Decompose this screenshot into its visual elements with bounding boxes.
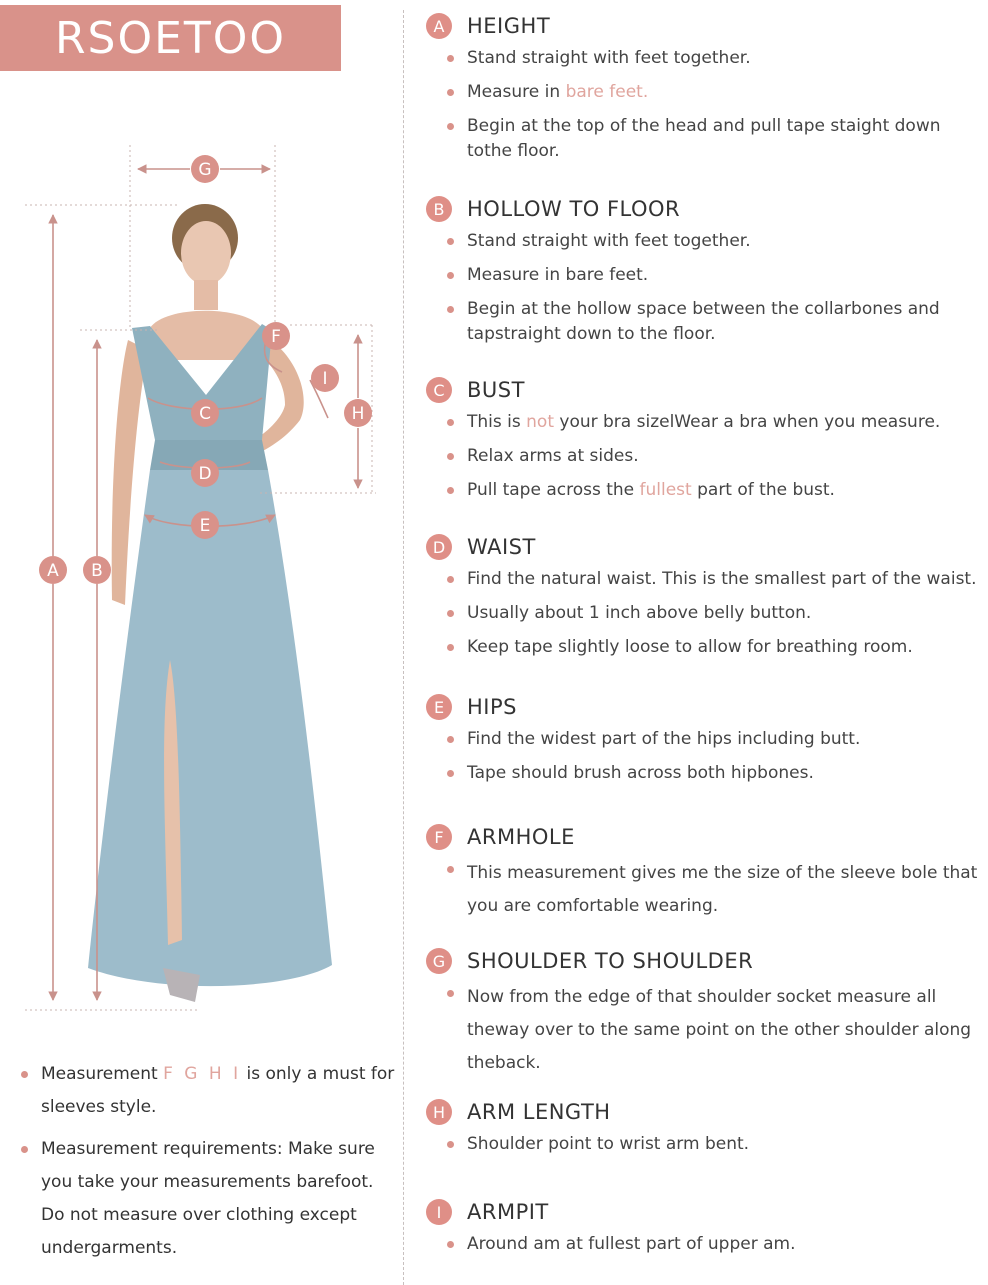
badge-g [191,155,219,183]
svg-text:F: F [271,327,281,347]
list-item: Measure in bare feet. [426,80,988,105]
badge-icon: I [426,1199,452,1225]
svg-text:D: D [198,464,212,484]
badge-i [311,364,339,392]
badge-b [83,556,111,584]
note-requirements: Measurement requirements: Make sure you take your measurements barefoot. Do not measure over clothing except undergarments. [18,1133,398,1265]
badge-a [39,556,67,584]
column-divider [403,10,404,1285]
badge-icon: C [426,377,452,403]
svg-text:B: B [91,561,103,581]
list-item: Keep tape slightly loose to allow for breathing room. [426,635,988,660]
model-figure [88,204,332,1002]
badge-icon: B [426,196,452,222]
accent-fghi: F G H I [163,1064,242,1084]
list-item: Begin at the hollow space between the collarbones and tapstraight down to the floor. [426,297,988,347]
list-item: Relax arms at sides. [426,444,988,469]
note-sleeves: Measurement F G H I is only a must for sleeves style. [18,1058,398,1124]
measurement-diagram [0,140,400,1020]
section-armhole [426,823,988,923]
left-notes [18,1058,398,1274]
list-item: This is not your bra sizelWear a bra when you measure. [426,410,988,435]
section-armpit [426,1198,988,1266]
section-title: ARM LENGTH [467,1100,611,1124]
section-hips [426,693,988,795]
section-title: ARMPIT [467,1200,549,1224]
list-item: Begin at the top of the head and pull tape staight down tothe floor. [426,114,988,164]
brand-logo [0,5,341,71]
section-height [426,12,988,173]
svg-text:H: H [351,404,365,424]
list-item: Stand straight with feet together. [426,46,988,71]
section-title: HOLLOW TO FLOOR [467,197,681,221]
badge-icon: E [426,694,452,720]
section-title: BUST [467,378,525,402]
svg-text:E: E [199,516,211,536]
badge-icon: G [426,948,452,974]
svg-text:I: I [322,369,328,389]
badge-d [191,459,219,487]
list-item: Now from the edge of that shoulder socket measure all theway over to the same point on the other shoulder along theback. [426,981,988,1080]
list-item: This measurement gives me the size of the sleeve bole that you are comfortable wearing. [426,857,988,923]
list-item: Usually about 1 inch above belly button. [426,601,988,626]
badge-icon: F [426,824,452,850]
section-arm-length [426,1098,988,1166]
badge-icon: D [426,534,452,560]
svg-text:C: C [199,404,211,424]
section-bust [426,376,988,512]
section-waist [426,533,988,669]
list-item: Find the natural waist. This is the smallest part of the waist. [426,567,988,592]
badge-icon: H [426,1099,452,1125]
badge-e [191,511,219,539]
badge-icon: A [426,13,452,39]
list-item: Pull tape across the fullest part of the bust. [426,478,988,503]
list-item: Find the widest part of the hips including butt. [426,727,988,752]
list-item: Tape should brush across both hipbones. [426,761,988,786]
svg-text:A: A [47,561,59,581]
badge-f [262,322,290,350]
svg-text:G: G [198,160,212,180]
section-title: HIPS [467,695,517,719]
list-item: Shoulder point to wrist arm bent. [426,1132,988,1157]
list-item: Measure in bare feet. [426,263,988,288]
section-title: WAIST [467,535,536,559]
list-item: Stand straight with feet together. [426,229,988,254]
section-shoulder-to-shoulder [426,947,988,1080]
section-hollow-to-floor [426,195,988,356]
brand-name: RSOETOO [54,12,287,64]
section-title: SHOULDER TO SHOULDER [467,949,754,973]
badge-h [344,399,372,427]
section-title: ARMHOLE [467,825,575,849]
badge-c [191,399,219,427]
list-item: Around am at fullest part of upper am. [426,1232,988,1257]
section-title: HEIGHT [467,14,551,38]
